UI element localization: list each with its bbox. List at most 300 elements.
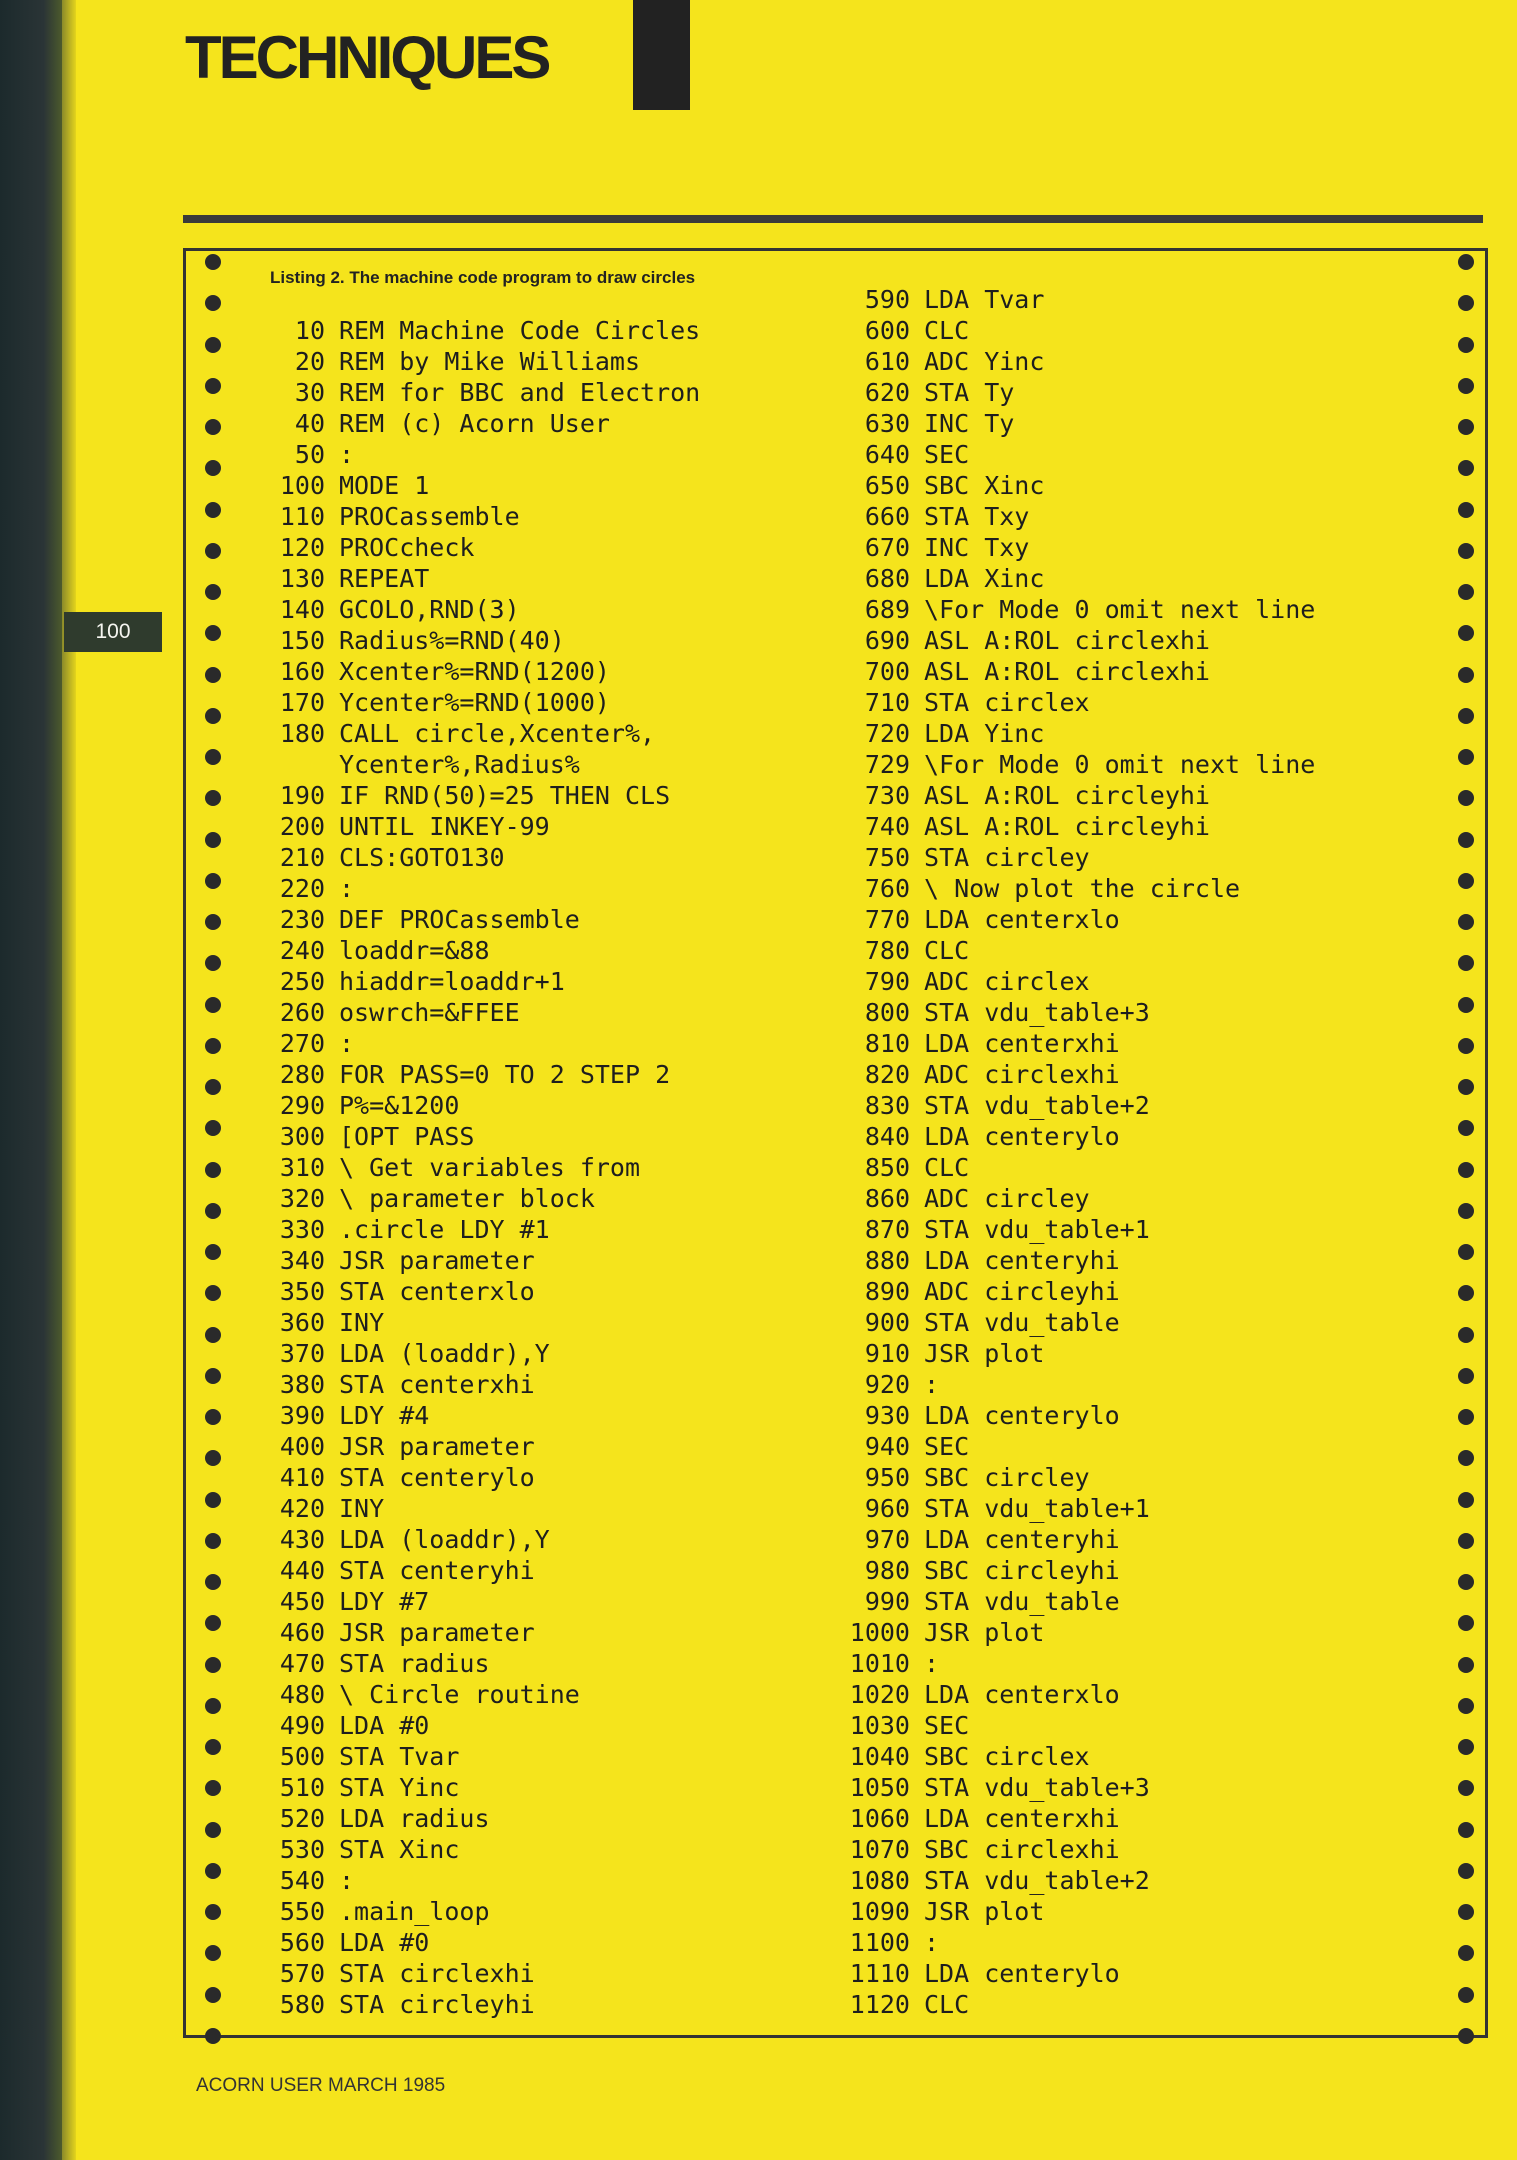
code-text: \ parameter block: [339, 1184, 595, 1213]
sprocket-hole: [205, 790, 221, 806]
code-text: LDA centerxlo: [924, 905, 1120, 934]
code-line: [255, 1679, 700, 1710]
line-number: 740: [864, 812, 910, 841]
line-number: 270: [279, 1029, 325, 1058]
line-number: 560: [279, 1928, 325, 1957]
code-text: JSR plot: [924, 1618, 1045, 1647]
code-line: [255, 997, 700, 1028]
code-line: [255, 377, 700, 408]
code-line: [255, 1834, 700, 1865]
line-number: 390: [279, 1401, 325, 1430]
sprocket-hole: [205, 1698, 221, 1714]
code-line: [255, 1431, 700, 1462]
code-line: [255, 1462, 700, 1493]
line-number: 810: [864, 1029, 910, 1058]
sprocket-hole: [1458, 1203, 1474, 1219]
code-line: [255, 935, 700, 966]
sprocket-hole: [205, 749, 221, 765]
line-number: 850: [864, 1153, 910, 1182]
sprocket-hole: [1458, 790, 1474, 806]
sprocket-hole: [205, 1450, 221, 1466]
sprocket-hole: [205, 1285, 221, 1301]
code-text: :: [339, 1029, 355, 1058]
code-line: [840, 1927, 1315, 1958]
code-text: LDY #7: [339, 1587, 430, 1616]
code-text: LDA centerylo: [924, 1401, 1120, 1430]
code-line: [255, 1121, 700, 1152]
sprocket-hole: [205, 543, 221, 559]
code-line: [840, 1555, 1315, 1586]
sprocket-hole: [1458, 1822, 1474, 1838]
line-number: 550: [279, 1897, 325, 1926]
code-line: [255, 1307, 700, 1338]
code-text: STA circlexhi: [339, 1959, 535, 1988]
top-rule: [183, 215, 1483, 223]
code-text: SBC circleyhi: [924, 1556, 1120, 1585]
code-text: LDA centerxhi: [924, 1029, 1120, 1058]
line-number: 960: [864, 1494, 910, 1523]
code-line: [840, 1958, 1315, 1989]
line-number: 140: [279, 595, 325, 624]
sprocket-hole: [1458, 1038, 1474, 1054]
code-line: [840, 1400, 1315, 1431]
line-number: 30: [294, 378, 325, 407]
sprocket-hole: [205, 832, 221, 848]
code-line: [840, 1152, 1315, 1183]
code-text: SBC circlex: [924, 1742, 1090, 1771]
sprocket-hole: [205, 1574, 221, 1590]
code-line: [255, 346, 700, 377]
line-number: 710: [864, 688, 910, 717]
code-text: STA vdu_table+3: [924, 998, 1150, 1027]
sprocket-hole: [205, 1739, 221, 1755]
code-text: LDA Xinc: [924, 564, 1045, 593]
line-number: 510: [279, 1773, 325, 1802]
line-number: 530: [279, 1835, 325, 1864]
code-text: :: [924, 1928, 940, 1957]
code-text: LDA Tvar: [924, 285, 1045, 314]
code-text: PROCassemble: [339, 502, 520, 531]
sprocket-hole: [205, 1987, 221, 2003]
line-number: 689: [864, 595, 910, 624]
sprocket-hole: [205, 2028, 221, 2044]
code-text: DEF PROCassemble: [339, 905, 580, 934]
code-text: CLC: [924, 1990, 970, 2019]
code-line: [840, 997, 1315, 1028]
line-number: 690: [864, 626, 910, 655]
code-text: SBC circlexhi: [924, 1835, 1120, 1864]
line-number: 860: [864, 1184, 910, 1213]
code-text: REM Machine Code Circles: [339, 316, 701, 345]
code-line: [840, 1617, 1315, 1648]
sprocket-hole: [1458, 2028, 1474, 2044]
sprocket-hole: [205, 708, 221, 724]
sprocket-hole: [205, 1533, 221, 1549]
code-text: STA Yinc: [339, 1773, 460, 1802]
code-text: ADC circley: [924, 1184, 1090, 1213]
sprocket-hole: [1458, 1120, 1474, 1136]
line-number: 1080: [849, 1866, 910, 1895]
line-number: 620: [864, 378, 910, 407]
code-line: [255, 1927, 700, 1958]
code-text: LDY #4: [339, 1401, 430, 1430]
line-number: 380: [279, 1370, 325, 1399]
line-number: 600: [864, 316, 910, 345]
code-text: ASL A:ROL circlexhi: [924, 657, 1210, 686]
code-line: [840, 1431, 1315, 1462]
code-line: [255, 1710, 700, 1741]
code-text: STA radius: [339, 1649, 490, 1678]
sprocket-hole: [1458, 1368, 1474, 1384]
code-text: LDA #0: [339, 1928, 430, 1957]
sprocket-hole: [205, 625, 221, 641]
line-number: 1060: [849, 1804, 910, 1833]
line-number: 940: [864, 1432, 910, 1461]
sprocket-hole: [1458, 914, 1474, 930]
code-text: hiaddr=loaddr+1: [339, 967, 565, 996]
sprocket-hole: [205, 460, 221, 476]
code-line: [255, 470, 700, 501]
code-text: CLC: [924, 936, 970, 965]
code-line: [255, 1865, 700, 1896]
code-line: [840, 532, 1315, 563]
code-line: [840, 1059, 1315, 1090]
code-text: STA vdu_table: [924, 1308, 1120, 1337]
code-text: INY: [339, 1308, 385, 1337]
code-line: [840, 346, 1315, 377]
code-text: ADC circlexhi: [924, 1060, 1120, 1089]
code-text: SBC Xinc: [924, 471, 1045, 500]
sprocket-hole: [1458, 1492, 1474, 1508]
code-text: JSR parameter: [339, 1432, 535, 1461]
line-number: 230: [279, 905, 325, 934]
line-number: 760: [864, 874, 910, 903]
sprocket-hole: [1458, 1409, 1474, 1425]
code-text: LDA centeryhi: [924, 1246, 1120, 1275]
code-text: STA Xinc: [339, 1835, 460, 1864]
sprocket-hole: [205, 1162, 221, 1178]
code-text: UNTIL INKEY-99: [339, 812, 550, 841]
line-number: 750: [864, 843, 910, 872]
code-line: [255, 315, 700, 346]
sprocket-hole: [1458, 708, 1474, 724]
line-number: 300: [279, 1122, 325, 1151]
code-line: [840, 1338, 1315, 1369]
code-line: [255, 1028, 700, 1059]
code-text: .main_loop: [339, 1897, 490, 1926]
line-number: 520: [279, 1804, 325, 1833]
line-number: 930: [864, 1401, 910, 1430]
line-number: 870: [864, 1215, 910, 1244]
left-sprocket-holes: [202, 254, 224, 2044]
sprocket-hole: [1458, 832, 1474, 848]
line-number: 640: [864, 440, 910, 469]
sprocket-hole: [1458, 1904, 1474, 1920]
line-number: 650: [864, 471, 910, 500]
code-line: [255, 1617, 700, 1648]
code-text: :: [924, 1649, 940, 1678]
line-number: 1050: [849, 1773, 910, 1802]
code-text: INC Txy: [924, 533, 1030, 562]
line-number: 430: [279, 1525, 325, 1554]
sprocket-hole: [205, 1492, 221, 1508]
line-number: 1020: [849, 1680, 910, 1709]
code-text: STA vdu_table+3: [924, 1773, 1150, 1802]
line-number: 880: [864, 1246, 910, 1275]
line-number: 910: [864, 1339, 910, 1368]
code-text: CLC: [924, 1153, 970, 1182]
line-number: 890: [864, 1277, 910, 1306]
code-line: [840, 439, 1315, 470]
code-line: [255, 501, 700, 532]
line-number: 570: [279, 1959, 325, 1988]
magazine-spine: [0, 0, 62, 2160]
code-text: STA centerxhi: [339, 1370, 535, 1399]
code-line: [840, 1245, 1315, 1276]
code-text: JSR plot: [924, 1339, 1045, 1368]
line-number: 1010: [849, 1649, 910, 1678]
code-text: STA centeryhi: [339, 1556, 535, 1585]
code-text: INY: [339, 1494, 385, 1523]
sprocket-hole: [1458, 873, 1474, 889]
code-line: [255, 1555, 700, 1586]
sprocket-hole: [1458, 1698, 1474, 1714]
sprocket-hole: [205, 1120, 221, 1136]
line-number: 10: [294, 316, 325, 345]
section-title: TECHNIQUES: [185, 24, 549, 91]
sprocket-hole: [205, 1244, 221, 1260]
code-text: IF RND(50)=25 THEN CLS: [339, 781, 671, 810]
code-line: [840, 1214, 1315, 1245]
line-number: 210: [279, 843, 325, 872]
code-line: [255, 966, 700, 997]
code-line: [255, 1152, 700, 1183]
line-number: 500: [279, 1742, 325, 1771]
code-text: SEC: [924, 1711, 970, 1740]
line-number: 410: [279, 1463, 325, 1492]
code-line: [255, 656, 700, 687]
code-line: [255, 1214, 700, 1245]
code-line: [255, 1989, 700, 2020]
code-text: REM (c) Acorn User: [339, 409, 610, 438]
code-line: [255, 842, 700, 873]
line-number: 630: [864, 409, 910, 438]
line-number: 240: [279, 936, 325, 965]
code-text: INC Ty: [924, 409, 1015, 438]
code-text: FOR PASS=0 TO 2 STEP 2: [339, 1060, 671, 1089]
code-line: [255, 1586, 700, 1617]
code-text: P%=&1200: [339, 1091, 460, 1120]
line-number: 830: [864, 1091, 910, 1120]
sprocket-hole: [205, 1822, 221, 1838]
line-number: 150: [279, 626, 325, 655]
line-number: 1040: [849, 1742, 910, 1771]
code-line: [255, 532, 700, 563]
line-number: 250: [279, 967, 325, 996]
sprocket-hole: [1458, 1079, 1474, 1095]
sprocket-hole: [205, 914, 221, 930]
code-line: [840, 904, 1315, 935]
code-line: [840, 1090, 1315, 1121]
line-number: 950: [864, 1463, 910, 1492]
line-number: 790: [864, 967, 910, 996]
line-number: 340: [279, 1246, 325, 1275]
line-number: 990: [864, 1587, 910, 1616]
code-line: [840, 625, 1315, 656]
code-text: STA vdu_table+2: [924, 1866, 1150, 1895]
code-text: CLC: [924, 316, 970, 345]
code-text: Ycenter%=RND(1000): [339, 688, 610, 717]
sprocket-hole: [205, 955, 221, 971]
line-number: 590: [864, 285, 910, 314]
line-number: 610: [864, 347, 910, 376]
line-number: 320: [279, 1184, 325, 1213]
code-line: [255, 1493, 700, 1524]
code-line: [840, 687, 1315, 718]
line-number: 470: [279, 1649, 325, 1678]
code-line: [840, 408, 1315, 439]
code-line: [255, 904, 700, 935]
page-number-tab: 100: [64, 612, 162, 652]
code-line: [255, 1090, 700, 1121]
code-text: LDA centerylo: [924, 1122, 1120, 1151]
code-text: \ Circle routine: [339, 1680, 580, 1709]
line-number: 440: [279, 1556, 325, 1585]
line-number: 670: [864, 533, 910, 562]
code-line: [255, 1772, 700, 1803]
sprocket-hole: [205, 1615, 221, 1631]
right-sprocket-holes: [1455, 254, 1477, 2044]
code-line: [840, 873, 1315, 904]
sprocket-hole: [1458, 955, 1474, 971]
code-text: :: [339, 1866, 355, 1895]
line-number: 1030: [849, 1711, 910, 1740]
line-number: 780: [864, 936, 910, 965]
code-line: [255, 1896, 700, 1927]
code-line: [255, 749, 700, 780]
line-number: 1100: [849, 1928, 910, 1957]
page-footer: ACORN USER MARCH 1985: [196, 2075, 446, 2096]
code-line: [840, 1586, 1315, 1617]
sprocket-hole: [205, 1945, 221, 1961]
line-number: 180: [279, 719, 325, 748]
sprocket-hole: [1458, 667, 1474, 683]
code-text: :: [339, 874, 355, 903]
code-line: [255, 780, 700, 811]
line-number: 200: [279, 812, 325, 841]
line-number: 260: [279, 998, 325, 1027]
code-line: [255, 1183, 700, 1214]
line-number: 1000: [849, 1618, 910, 1647]
code-text: :: [924, 1370, 940, 1399]
code-line: [255, 1400, 700, 1431]
sprocket-hole: [205, 337, 221, 353]
sprocket-hole: [1458, 1615, 1474, 1631]
sprocket-hole: [205, 254, 221, 270]
code-line: [840, 1307, 1315, 1338]
sprocket-hole: [205, 1904, 221, 1920]
code-line: [255, 594, 700, 625]
sprocket-hole: [205, 378, 221, 394]
code-line: [840, 811, 1315, 842]
line-number: 460: [279, 1618, 325, 1647]
code-text: .circle LDY #1: [339, 1215, 550, 1244]
code-line: [840, 563, 1315, 594]
sprocket-hole: [1458, 1244, 1474, 1260]
code-text: STA Ty: [924, 378, 1015, 407]
sprocket-hole: [1458, 460, 1474, 476]
code-line: [255, 873, 700, 904]
line-number: 820: [864, 1060, 910, 1089]
code-line: [840, 1989, 1315, 2020]
sprocket-hole: [1458, 1285, 1474, 1301]
line-number: 770: [864, 905, 910, 934]
code-line: [255, 811, 700, 842]
code-line: [840, 1679, 1315, 1710]
sprocket-hole: [205, 1863, 221, 1879]
code-text: REPEAT: [339, 564, 430, 593]
line-number: 170: [279, 688, 325, 717]
code-line: [255, 439, 700, 470]
code-text: ASL A:ROL circlexhi: [924, 626, 1210, 655]
code-text: MODE 1: [339, 471, 430, 500]
code-line: [840, 1896, 1315, 1927]
code-line: [255, 1648, 700, 1679]
code-text: JSR parameter: [339, 1618, 535, 1647]
sprocket-hole: [205, 873, 221, 889]
sprocket-hole: [205, 997, 221, 1013]
line-number: 120: [279, 533, 325, 562]
section-title-block: [633, 0, 690, 110]
code-line: [840, 1803, 1315, 1834]
code-text: loaddr=&88: [339, 936, 490, 965]
sprocket-hole: [205, 1368, 221, 1384]
code-text: LDA (loaddr),Y: [339, 1339, 550, 1368]
sprocket-hole: [1458, 419, 1474, 435]
code-text: STA circleyhi: [339, 1990, 535, 2019]
code-text: JSR plot: [924, 1897, 1045, 1926]
code-text: \For Mode 0 omit next line: [924, 595, 1316, 624]
line-number: 290: [279, 1091, 325, 1120]
code-text: oswrch=&FFEE: [339, 998, 520, 1027]
code-line: [840, 1741, 1315, 1772]
code-text: ADC Yinc: [924, 347, 1045, 376]
code-text: \ Get variables from: [339, 1153, 641, 1182]
code-text: STA vdu_table+1: [924, 1494, 1150, 1523]
line-number: 50: [294, 440, 325, 469]
line-number: 370: [279, 1339, 325, 1368]
sprocket-hole: [1458, 502, 1474, 518]
page-fold-shadow: [62, 0, 76, 2160]
sprocket-hole: [1458, 1533, 1474, 1549]
code-line: [840, 1493, 1315, 1524]
code-text: CALL circle,Xcenter%,: [339, 719, 656, 748]
sprocket-hole: [1458, 1780, 1474, 1796]
line-number: 20: [294, 347, 325, 376]
sprocket-hole: [1458, 1327, 1474, 1343]
code-text: JSR parameter: [339, 1246, 535, 1275]
sprocket-hole: [1458, 1945, 1474, 1961]
line-number: 220: [279, 874, 325, 903]
line-number: 490: [279, 1711, 325, 1740]
sprocket-hole: [1458, 1863, 1474, 1879]
code-line: [840, 718, 1315, 749]
code-text: LDA centerxlo: [924, 1680, 1120, 1709]
code-text: \ Now plot the circle: [924, 874, 1241, 903]
code-line: [840, 1276, 1315, 1307]
code-text: STA centerxlo: [339, 1277, 535, 1306]
sprocket-hole: [1458, 1987, 1474, 2003]
